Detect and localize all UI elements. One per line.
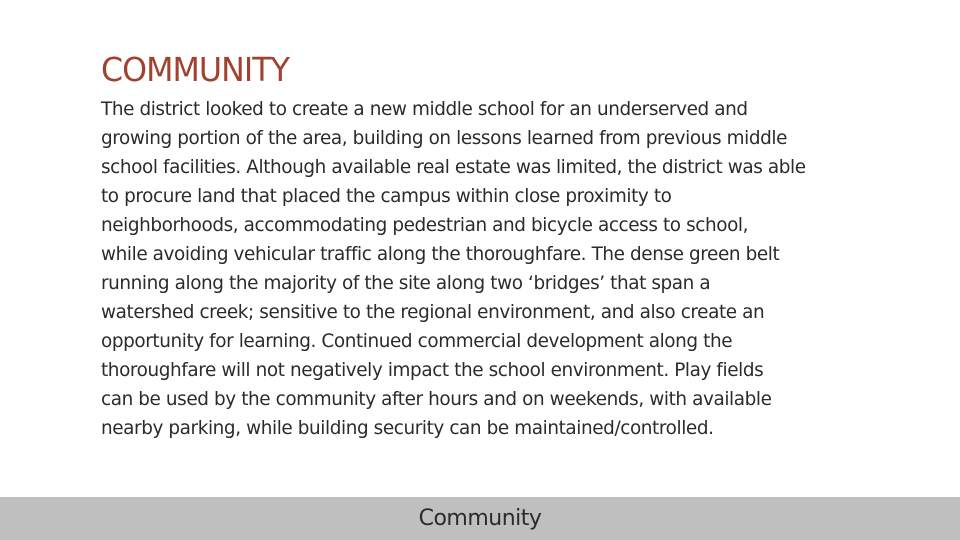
body-line: thoroughfare will not negatively impact the school environment. Play fields [101,360,764,381]
footer-bar [0,497,960,540]
body-line: watershed creek; sensitive to the regional environment, and also create an [101,302,765,323]
body-line: while avoiding vehicular traffic along the thoroughfare. The dense green belt [101,244,780,265]
footer-label: Community [418,506,542,531]
body-line: neighborhoods, accommodating pedestrian and bicycle access to school, [101,215,749,236]
body-line: running along the majority of the site along two ‘bridges’ that span a [101,273,711,294]
body-line: opportunity for learning. Continued commercial development along the [101,331,733,352]
body-line: The district looked to create a new middle school for an underserved and [101,99,748,120]
body-line: growing portion of the area, building on lessons learned from previous middle [101,128,787,149]
body-line: to procure land that placed the campus within close proximity to [101,186,672,207]
body-line: nearby parking, while building security can be maintained/controlled. [101,418,714,439]
slide-title: COMMUNITY [101,50,290,89]
body-line: can be used by the community after hours and on weekends, with available [101,389,772,410]
body-line: school facilities. Although available real estate was limited, the district was able [101,157,806,178]
slide-body [101,95,861,443]
